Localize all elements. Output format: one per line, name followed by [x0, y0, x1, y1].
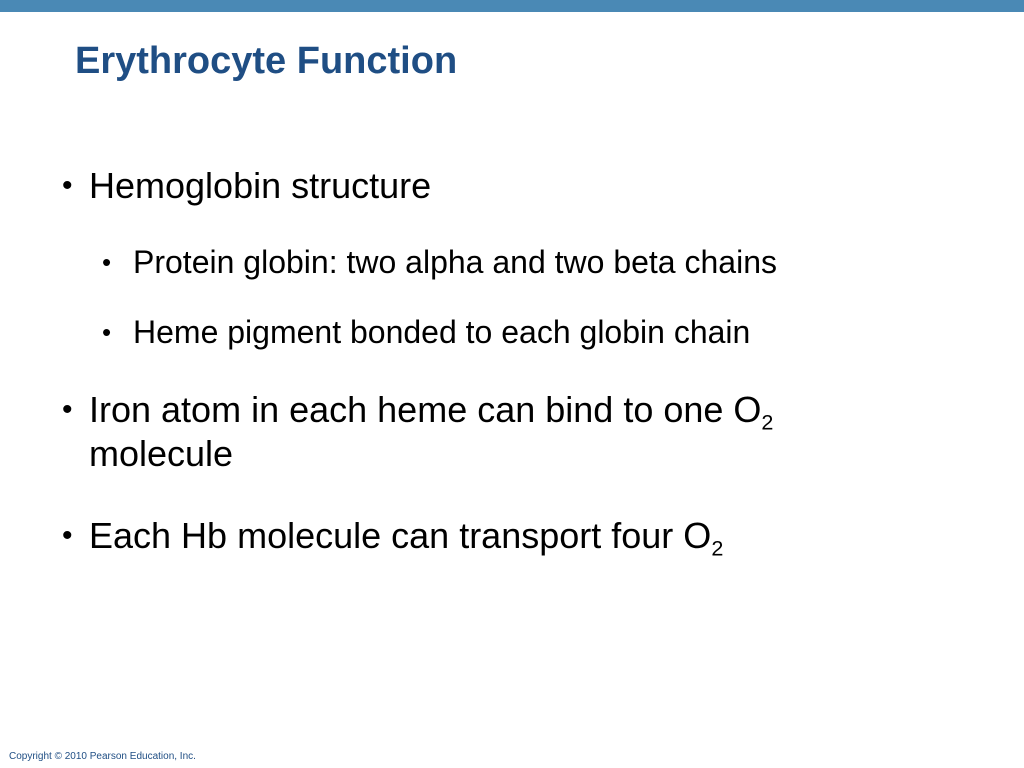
bullet-text-wrap — [89, 388, 909, 476]
bullet-hemoglobin-structure — [62, 164, 909, 208]
bullet-text-wrap — [89, 514, 909, 561]
bullet-dot-icon: • — [62, 519, 73, 552]
slide-title: Erythrocyte Function — [75, 40, 458, 82]
bullet-text: Heme pigment bonded to each globin chain — [133, 314, 751, 350]
bullet-text: Iron atom in each heme can bind to one O — [89, 389, 762, 430]
bullet-dot-icon: • — [62, 169, 73, 202]
bullet-iron-atom — [62, 388, 909, 476]
subscript: 2 — [711, 535, 724, 561]
copyright-footer: Copyright © 2010 Pearson Education, Inc. — [9, 751, 196, 762]
bullet-hb-transport — [62, 514, 909, 561]
bullet-dot-icon: • — [102, 317, 112, 347]
bullet-text-continuation: molecule — [89, 433, 234, 474]
bullet-text: Hemoglobin structure — [89, 165, 432, 206]
bullet-text: Each Hb molecule can transport four O — [89, 515, 712, 556]
bullet-text: Protein globin: two alpha and two beta chains — [133, 244, 777, 280]
sub-bullet-heme-pigment — [102, 312, 983, 352]
subscript: 2 — [761, 409, 774, 435]
bullet-dot-icon: • — [102, 247, 112, 277]
sub-bullet-protein-globin — [102, 242, 983, 282]
bullet-dot-icon: • — [62, 393, 73, 426]
